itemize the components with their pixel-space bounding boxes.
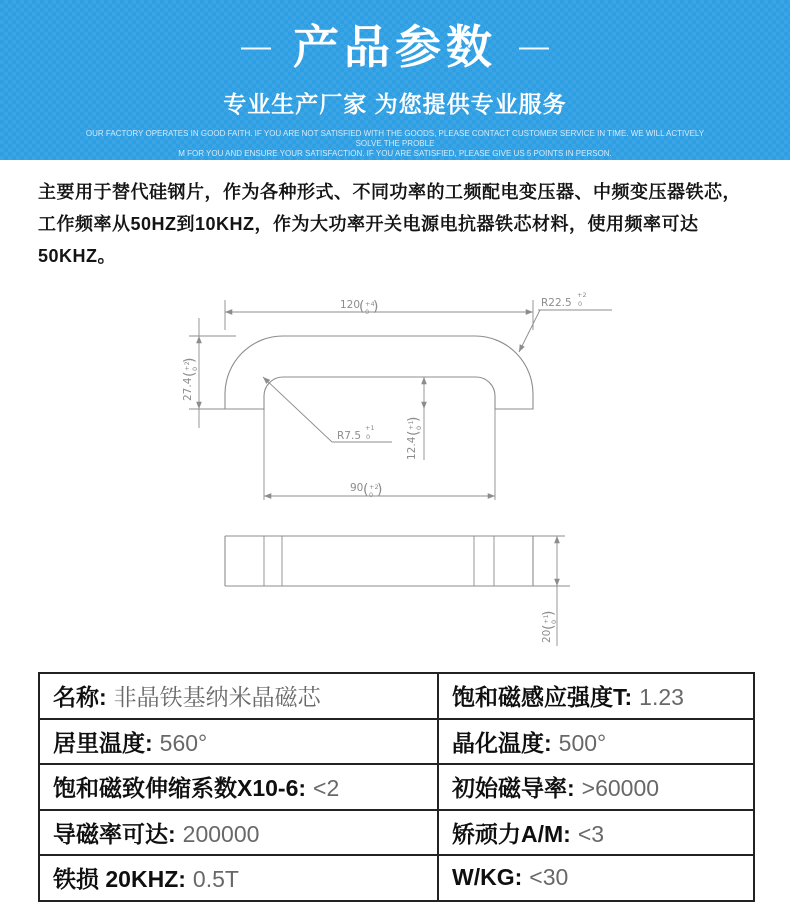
spec-value: 200000 [182, 820, 260, 847]
cell-name [39, 673, 438, 719]
svg-text:0: 0 [550, 619, 558, 624]
spec-label: 居里温度: [53, 729, 153, 756]
svg-text:0: 0 [415, 425, 423, 430]
svg-text:+2: +2 [183, 361, 191, 371]
page-title: 产品参数 [293, 21, 497, 73]
svg-text:0: 0 [366, 433, 371, 441]
core-side-view [225, 536, 570, 586]
product-parameters-banner [0, 0, 790, 160]
dim-outer-width-value: 120 [340, 299, 361, 311]
banner-note-line2: M FOR YOU AND ENSURE YOUR SATISFACTION. IF YOU ARE SATISFIED, PLEASE GIVE US 5 POINTS IN PERSON. [178, 148, 612, 158]
svg-text:+1: +1 [542, 614, 550, 624]
paren-icon: ( [406, 430, 422, 436]
dim-bar-thickness-value: 20 [541, 629, 553, 643]
spec-value: 560° [159, 729, 208, 756]
dim-outer-height-value: 27.4 [182, 377, 194, 401]
spec-value: 非晶铁基纳米晶磁芯 [113, 684, 321, 711]
dim-bar-thickness [533, 536, 565, 646]
spec-value: 500° [558, 729, 607, 756]
dim-outer-height [182, 318, 236, 428]
cell-max-permeability [39, 810, 438, 856]
spec-row [39, 764, 754, 810]
spec-value: 0.5T [192, 866, 239, 893]
paren-icon: ( [363, 482, 369, 498]
spec-value: <3 [577, 820, 605, 847]
spec-label: 饱和磁致伸缩系数X10-6: [53, 775, 307, 802]
title-dash-right: — [519, 30, 549, 64]
spec-label: W/KG: [452, 864, 523, 891]
spec-label: 导磁率可达: [53, 820, 176, 847]
spec-value: 1.23 [639, 684, 684, 711]
paren-icon: ) [377, 482, 383, 498]
cell-core-loss [39, 855, 438, 901]
svg-text:+1: +1 [407, 420, 415, 430]
dim-window-height [406, 377, 424, 460]
dim-inner-radius-value: R7.5 [337, 430, 361, 442]
banner-note-line1: OUR FACTORY OPERATES IN GOOD FAITH. IF YOU ARE NOT SATISFIED WITH THE GOODS, PLEASE CONTACT CUSTOMER SERVICE IN TIME. WE WILL ACTIVELY SOLVE THE PROBLE [85, 128, 705, 148]
paren-icon: ) [541, 610, 557, 616]
spec-label: 矫顽力A/M: [452, 820, 571, 847]
cell-curie-temperature [39, 719, 438, 765]
svg-text:0: 0 [369, 491, 374, 499]
cell-saturation-flux-density [438, 673, 754, 719]
svg-text:0: 0 [365, 308, 370, 316]
product-description: 主要用于替代硅钢片，作为各种形式、不同功率的工频配电变压器、中频变压器铁芯，工作频率从50HZ到10KHZ，作为大功率开关电源电抗器铁芯材料，使用频率可达50KHZ。 [38, 182, 741, 266]
dim-window-height-value: 12.4 [406, 436, 418, 460]
svg-text:0: 0 [191, 366, 199, 371]
svg-text:+1: +1 [365, 424, 375, 432]
spec-value: <30 [529, 864, 569, 891]
spec-label: 晶化温度: [452, 729, 552, 756]
cell-coercivity [438, 810, 754, 856]
spec-row [39, 810, 754, 856]
spec-table [38, 672, 755, 902]
spec-value: >60000 [581, 775, 660, 802]
svg-text:+4: +4 [365, 300, 375, 308]
title-dash-left: — [241, 30, 271, 64]
spec-value: <2 [313, 775, 340, 802]
cell-crystallization-temperature [438, 719, 754, 765]
svg-text:+2: +2 [369, 483, 379, 491]
spec-row [39, 855, 754, 901]
paren-icon: ( [359, 299, 365, 315]
spec-row [39, 719, 754, 765]
dim-outer-radius-value: R22.5 [541, 297, 572, 309]
technical-drawing [0, 278, 790, 668]
banner-title-row [0, 0, 790, 73]
dim-window-width-value: 90 [350, 482, 364, 494]
spec-row [39, 673, 754, 719]
core-front-view-outline [225, 336, 533, 409]
banner-subtitle: 专业生产厂家 为您提供专业服务 [223, 90, 567, 117]
paren-icon: ( [182, 371, 198, 377]
spec-label: 名称: [53, 684, 107, 711]
cell-initial-permeability [438, 764, 754, 810]
dim-outer-width [225, 299, 533, 330]
cell-loss-per-kg [438, 855, 754, 901]
cell-magnetostriction-coefficient [39, 764, 438, 810]
svg-text:0: 0 [578, 300, 583, 308]
spec-label: 铁损 20KHZ: [53, 866, 186, 893]
dim-window-width [264, 409, 495, 500]
paren-icon: ) [373, 299, 379, 315]
paren-icon: ) [406, 416, 422, 422]
paren-icon: ( [541, 624, 557, 630]
paren-icon: ) [182, 357, 198, 363]
spec-label: 初始磁导率: [452, 775, 575, 802]
spec-label: 饱和磁感应强度T: [452, 684, 633, 711]
svg-text:+2: +2 [577, 291, 587, 299]
banner-english-note [85, 129, 705, 159]
dim-inner-corner-radius [263, 377, 392, 442]
